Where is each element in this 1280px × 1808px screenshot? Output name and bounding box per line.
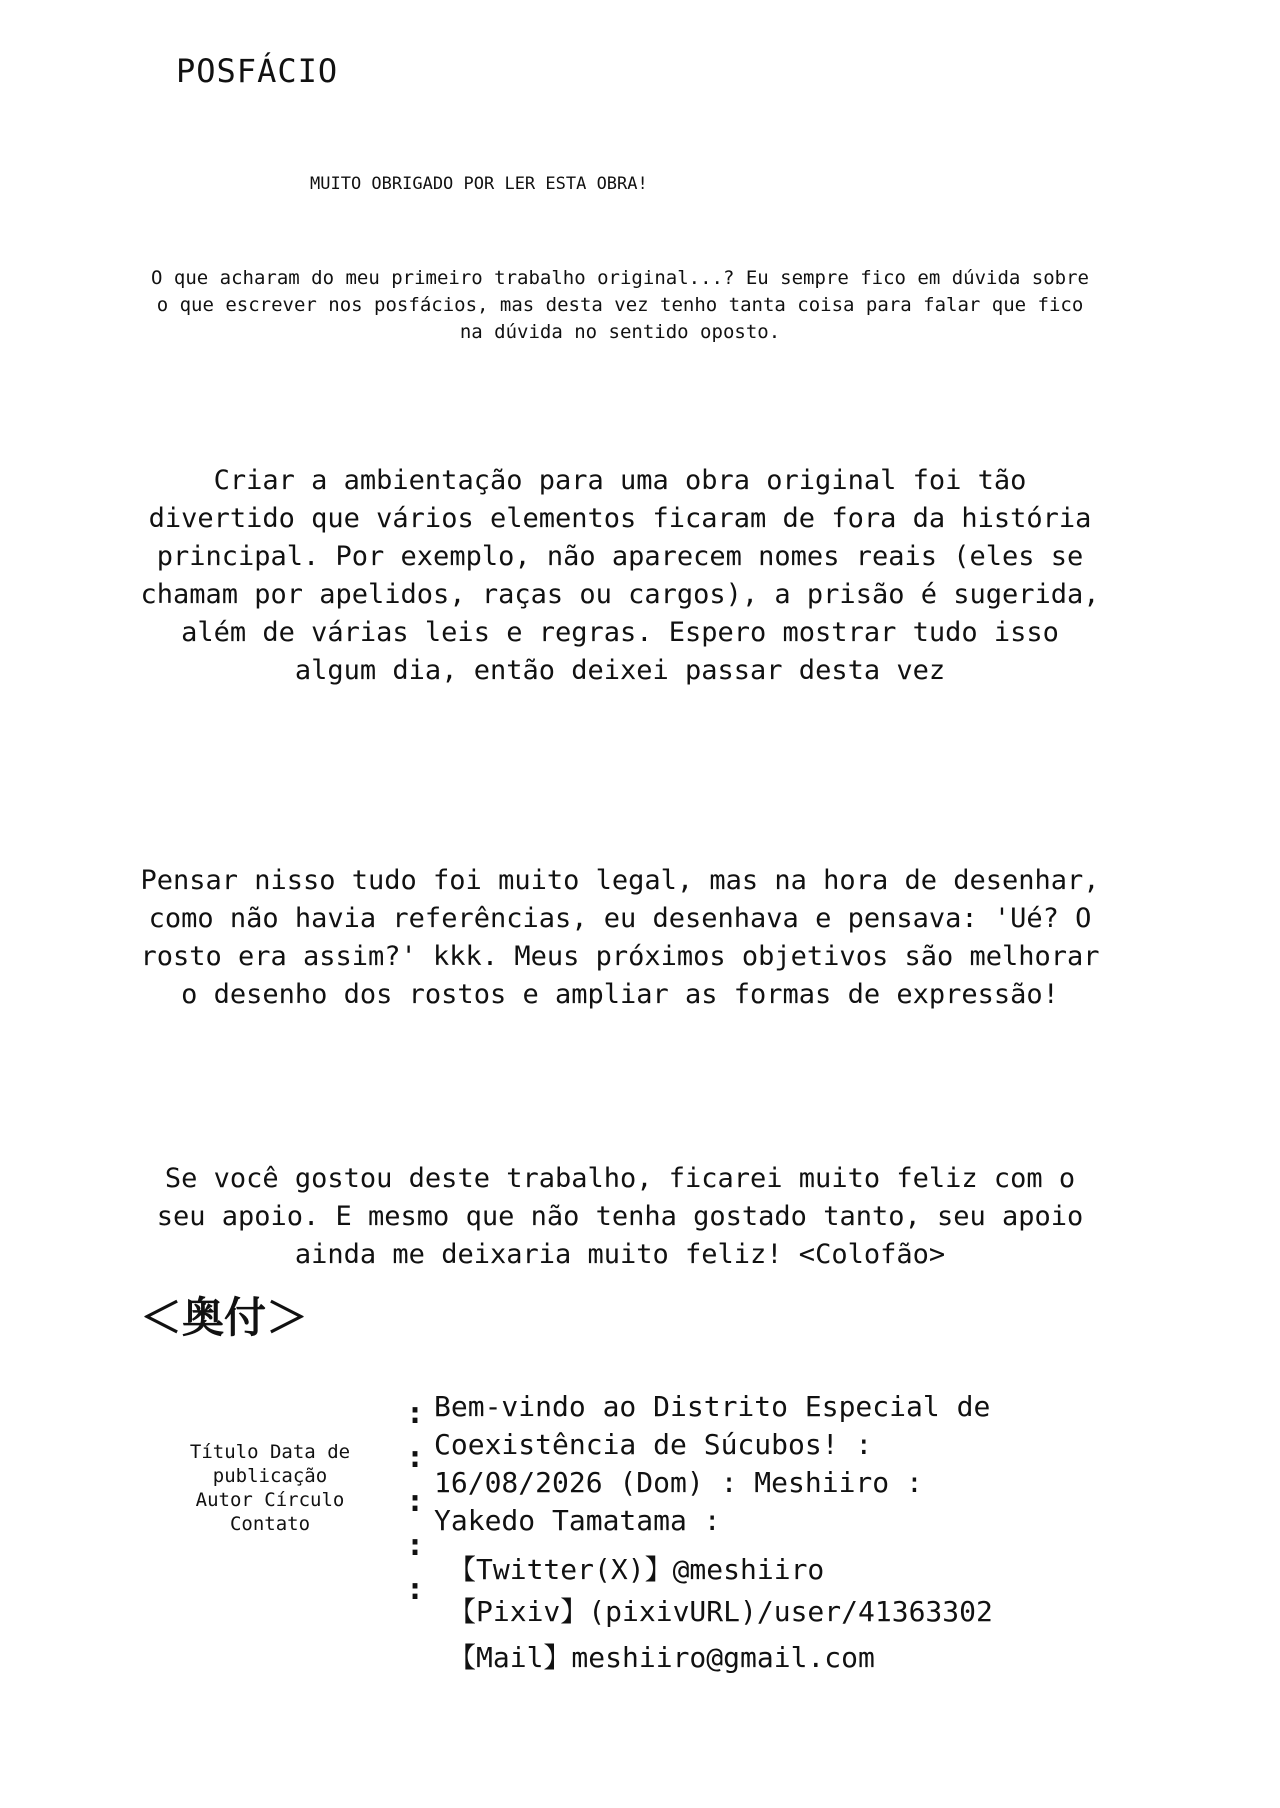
colophon-info: Bem-vindo ao Distrito Especial de Coexistência de Súcubos! : 16/08/2026 (Dom) : Meshiiro : Yakedo Tamatama :	[434, 1390, 991, 1537]
colophon-colons: : : : : :	[406, 1396, 425, 1607]
page-title: POSFÁCIO	[176, 52, 339, 90]
contact-pixiv: 【Pixiv】(pixivURL)/user/41363302	[448, 1595, 993, 1628]
colophon-heading: ＜奥付＞	[140, 1293, 309, 1342]
contact-twitter: 【Twitter(X)】@meshiiro	[448, 1553, 825, 1586]
paragraph-4: Se você gostou deste trabalho, ficarei muito feliz com o seu apoio. E mesmo que não tenha gostado tanto, seu apoio ainda me deixaria muito feliz! <Colofão>	[156, 1163, 1084, 1270]
paragraph-1: O que acharam do meu primeiro trabalho original...? Eu sempre fico em dúvida sobre o que escrever nos posfácios, mas desta vez tenho tanta coisa para falar que fico na dúvida no sentido oposto.	[151, 267, 1089, 343]
paragraph-3: Pensar nisso tudo foi muito legal, mas na hora de desenhar, como não havia referências, eu desenhava e pensava: 'Ué? O rosto era assim?' kkk. Meus próximos objetivos são melhorar o desenho dos rostos e ampliar as formas de expressão!	[140, 865, 1100, 1010]
contact-mail: 【Mail】meshiiro@gmail.com	[448, 1641, 875, 1674]
thanks-line: MUITO OBRIGADO POR LER ESTA OBRA!	[310, 174, 648, 194]
colophon-labels: Título Data de publicação Autor Círculo Contato	[189, 1441, 351, 1535]
paragraph-2: Criar a ambientação para uma obra original foi tão divertido que vários elementos ficaram de fora da história principal. Por exemplo, não aparecem nomes reais (eles se chamam por apelidos, raças ou cargos), a prisão é sugerida, além de várias leis e regras. Espero mostrar tudo isso algum dia, então deixei passar desta vez	[140, 465, 1100, 686]
